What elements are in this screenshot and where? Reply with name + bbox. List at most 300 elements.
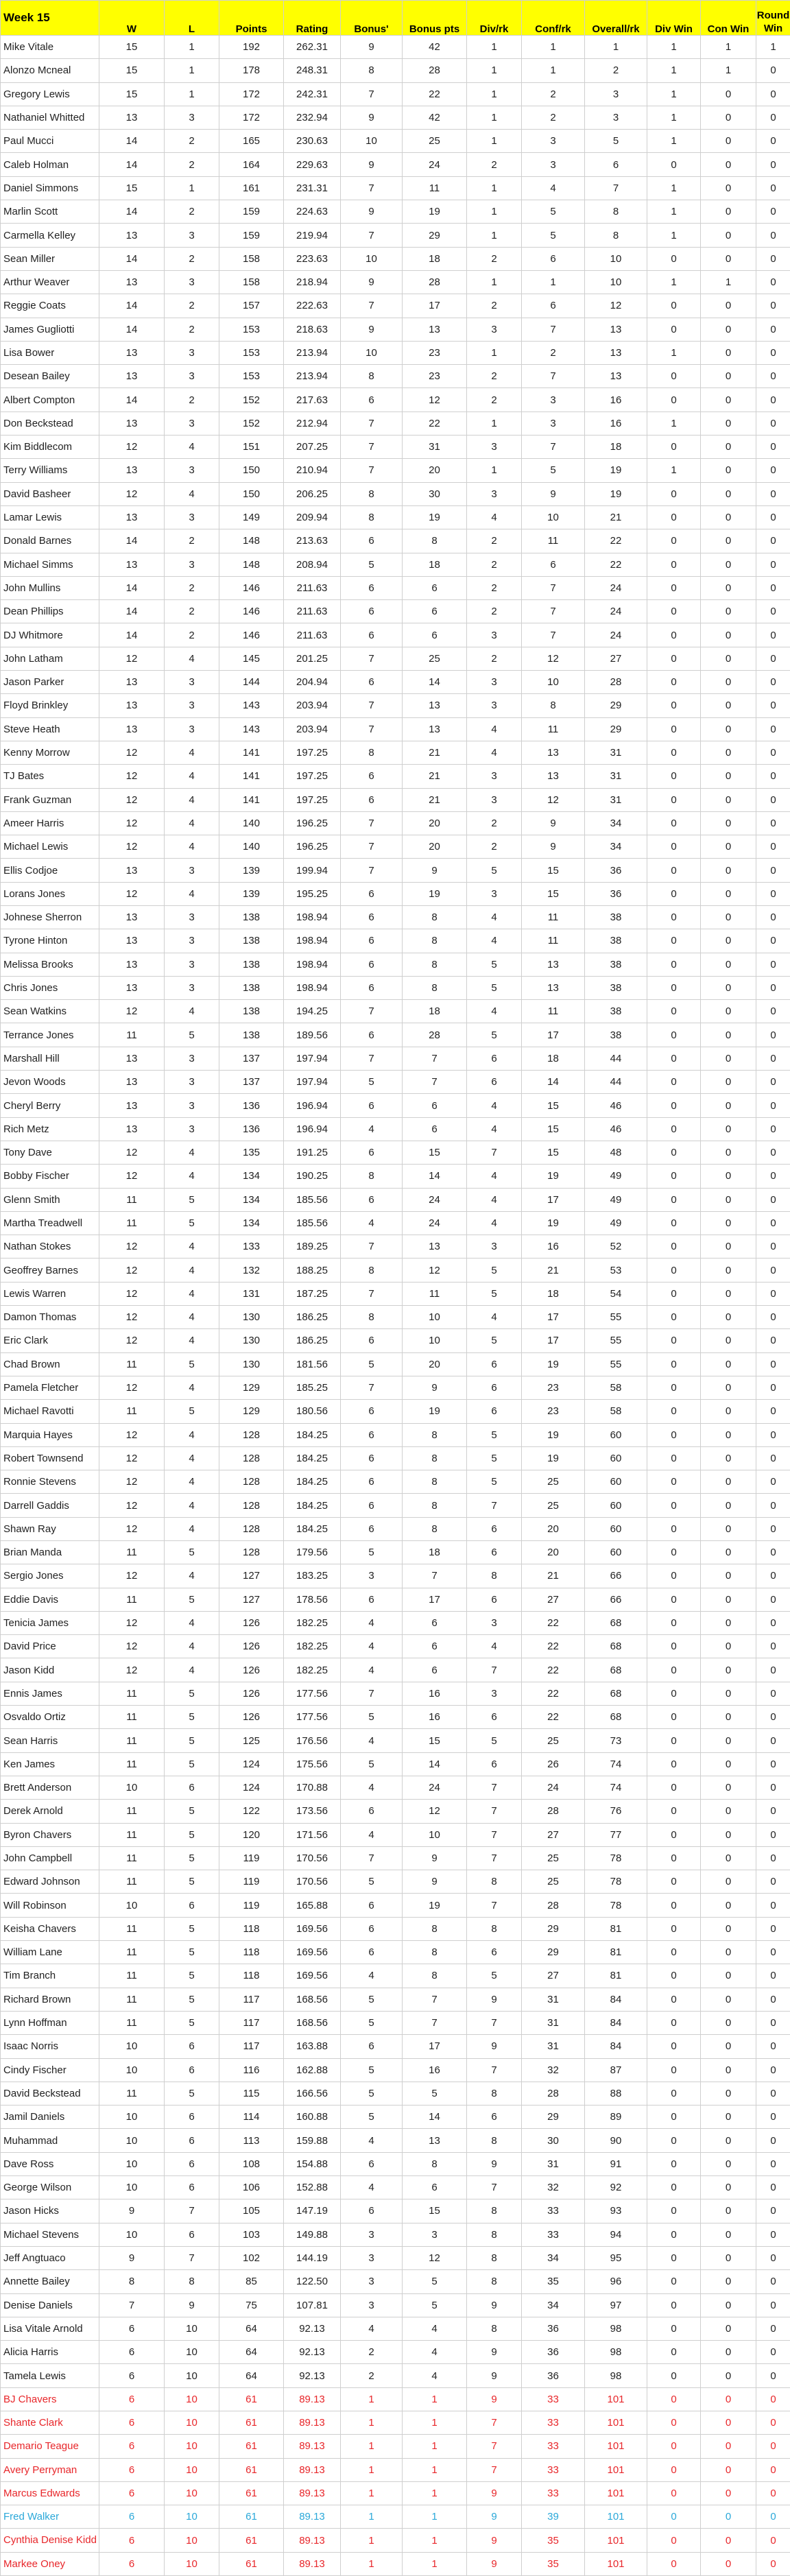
cell-div-rank: 4 bbox=[467, 905, 522, 929]
cell-div-win: 0 bbox=[647, 765, 701, 788]
cell-wins: 12 bbox=[99, 1658, 165, 1682]
cell-con-win: 1 bbox=[701, 59, 756, 82]
cell-round-win: 0 bbox=[756, 671, 790, 694]
cell-con-win: 0 bbox=[701, 1071, 756, 1094]
cell-con-win: 0 bbox=[701, 623, 756, 647]
cell-name: Lamar Lewis bbox=[1, 505, 99, 529]
cell-losses: 2 bbox=[165, 388, 219, 412]
header-con-win: Con Win bbox=[701, 1, 756, 36]
cell-round-win: 0 bbox=[756, 859, 790, 882]
cell-bonus-pts: 10 bbox=[403, 1823, 467, 1846]
cell-bonus: 7 bbox=[341, 1000, 403, 1023]
cell-bonus-pts: 23 bbox=[403, 365, 467, 388]
cell-losses: 3 bbox=[165, 553, 219, 576]
cell-div-rank: 1 bbox=[467, 412, 522, 435]
cell-div-win: 0 bbox=[647, 1611, 701, 1634]
cell-losses: 4 bbox=[165, 1470, 219, 1494]
cell-name: Ennis James bbox=[1, 1682, 99, 1705]
cell-round-win: 0 bbox=[756, 388, 790, 412]
cell-bonus: 6 bbox=[341, 905, 403, 929]
cell-losses: 3 bbox=[165, 224, 219, 247]
cell-div-rank: 2 bbox=[467, 647, 522, 670]
cell-wins: 13 bbox=[99, 694, 165, 717]
cell-overall-rank: 18 bbox=[585, 436, 647, 459]
cell-bonus: 6 bbox=[341, 953, 403, 976]
cell-points: 105 bbox=[219, 2199, 284, 2223]
cell-con-win: 0 bbox=[701, 2481, 756, 2505]
cell-con-win: 0 bbox=[701, 2270, 756, 2293]
table-row bbox=[1, 1306, 790, 1329]
table-row bbox=[1, 647, 790, 670]
cell-round-win: 0 bbox=[756, 1752, 790, 1776]
cell-bonus: 7 bbox=[341, 859, 403, 882]
table-row bbox=[1, 529, 790, 553]
cell-div-rank: 5 bbox=[467, 1259, 522, 1282]
cell-overall-rank: 98 bbox=[585, 2364, 647, 2387]
cell-name: Marcus Edwards bbox=[1, 2481, 99, 2505]
cell-div-win: 0 bbox=[647, 318, 701, 341]
cell-points: 135 bbox=[219, 1141, 284, 1164]
cell-div-win: 0 bbox=[647, 2058, 701, 2082]
header-bonus: Bonus' bbox=[341, 1, 403, 36]
cell-conf-rank: 29 bbox=[522, 2106, 585, 2129]
cell-con-win: 0 bbox=[701, 1117, 756, 1141]
cell-wins: 10 bbox=[99, 2223, 165, 2246]
cell-losses: 3 bbox=[165, 929, 219, 953]
cell-losses: 4 bbox=[165, 1141, 219, 1164]
table-row bbox=[1, 224, 790, 247]
cell-losses: 10 bbox=[165, 2387, 219, 2411]
cell-points: 61 bbox=[219, 2529, 284, 2552]
cell-round-win: 0 bbox=[756, 82, 790, 106]
cell-losses: 3 bbox=[165, 1047, 219, 1070]
cell-conf-rank: 31 bbox=[522, 2152, 585, 2175]
cell-bonus-pts: 21 bbox=[403, 741, 467, 764]
cell-con-win: 0 bbox=[701, 2293, 756, 2317]
cell-con-win: 0 bbox=[701, 929, 756, 953]
cell-losses: 4 bbox=[165, 436, 219, 459]
cell-overall-rank: 60 bbox=[585, 1517, 647, 1540]
cell-conf-rank: 15 bbox=[522, 1117, 585, 1141]
table-row bbox=[1, 835, 790, 859]
cell-overall-rank: 101 bbox=[585, 2505, 647, 2529]
table-row bbox=[1, 505, 790, 529]
cell-rating: 184.25 bbox=[284, 1494, 341, 1517]
cell-losses: 3 bbox=[165, 365, 219, 388]
cell-round-win: 0 bbox=[756, 1658, 790, 1682]
cell-div-win: 0 bbox=[647, 2199, 701, 2223]
cell-con-win: 0 bbox=[701, 741, 756, 764]
cell-div-win: 0 bbox=[647, 1541, 701, 1564]
cell-conf-rank: 10 bbox=[522, 505, 585, 529]
cell-name: Lewis Warren bbox=[1, 1282, 99, 1305]
cell-points: 118 bbox=[219, 1964, 284, 1988]
cell-overall-rank: 49 bbox=[585, 1211, 647, 1235]
cell-rating: 213.94 bbox=[284, 341, 341, 364]
cell-points: 116 bbox=[219, 2058, 284, 2082]
cell-div-win: 0 bbox=[647, 2435, 701, 2458]
cell-wins: 8 bbox=[99, 2270, 165, 2293]
cell-round-win: 0 bbox=[756, 365, 790, 388]
cell-name: Osvaldo Ortiz bbox=[1, 1706, 99, 1729]
cell-points: 137 bbox=[219, 1071, 284, 1094]
cell-bonus: 6 bbox=[341, 2035, 403, 2058]
cell-div-win: 0 bbox=[647, 1917, 701, 1940]
cell-points: 161 bbox=[219, 176, 284, 200]
cell-round-win: 0 bbox=[756, 765, 790, 788]
cell-round-win: 0 bbox=[756, 553, 790, 576]
table-row bbox=[1, 1658, 790, 1682]
cell-losses: 6 bbox=[165, 2176, 219, 2199]
cell-name: Fred Walker bbox=[1, 2505, 99, 2529]
table-row bbox=[1, 1188, 790, 1211]
table-row bbox=[1, 1964, 790, 1988]
table-row bbox=[1, 623, 790, 647]
cell-round-win: 0 bbox=[756, 835, 790, 859]
cell-conf-rank: 22 bbox=[522, 1611, 585, 1634]
cell-round-win: 0 bbox=[756, 788, 790, 811]
cell-rating: 219.94 bbox=[284, 224, 341, 247]
cell-wins: 12 bbox=[99, 1517, 165, 1540]
cell-overall-rank: 93 bbox=[585, 2199, 647, 2223]
cell-con-win: 0 bbox=[701, 2106, 756, 2129]
cell-bonus-pts: 1 bbox=[403, 2458, 467, 2481]
cell-name: Markee Oney bbox=[1, 2552, 99, 2575]
cell-overall-rank: 36 bbox=[585, 882, 647, 905]
cell-losses: 2 bbox=[165, 247, 219, 270]
cell-bonus-pts: 30 bbox=[403, 482, 467, 505]
cell-points: 122 bbox=[219, 1800, 284, 1823]
table-row bbox=[1, 553, 790, 576]
cell-con-win: 0 bbox=[701, 365, 756, 388]
cell-rating: 242.31 bbox=[284, 82, 341, 106]
cell-con-win: 0 bbox=[701, 1470, 756, 1494]
cell-name: Reggie Coats bbox=[1, 294, 99, 318]
cell-round-win: 0 bbox=[756, 318, 790, 341]
cell-points: 129 bbox=[219, 1376, 284, 1399]
table-row bbox=[1, 2411, 790, 2434]
cell-wins: 7 bbox=[99, 2293, 165, 2317]
cell-div-win: 0 bbox=[647, 1635, 701, 1658]
cell-wins: 12 bbox=[99, 1329, 165, 1352]
table-row bbox=[1, 2246, 790, 2269]
cell-points: 151 bbox=[219, 436, 284, 459]
cell-name: Gregory Lewis bbox=[1, 82, 99, 106]
cell-losses: 5 bbox=[165, 1352, 219, 1376]
cell-con-win: 0 bbox=[701, 106, 756, 129]
cell-overall-rank: 101 bbox=[585, 2552, 647, 2575]
cell-div-rank: 9 bbox=[467, 2341, 522, 2364]
cell-bonus-pts: 13 bbox=[403, 318, 467, 341]
cell-bonus-pts: 14 bbox=[403, 2106, 467, 2129]
cell-bonus: 3 bbox=[341, 2270, 403, 2293]
cell-conf-rank: 17 bbox=[522, 1329, 585, 1352]
cell-con-win: 0 bbox=[701, 976, 756, 999]
cell-round-win: 0 bbox=[756, 270, 790, 294]
cell-bonus: 7 bbox=[341, 1682, 403, 1705]
cell-div-win: 0 bbox=[647, 1023, 701, 1047]
cell-round-win: 0 bbox=[756, 1047, 790, 1070]
cell-div-win: 0 bbox=[647, 1658, 701, 1682]
cell-con-win: 0 bbox=[701, 318, 756, 341]
cell-name: Terrance Jones bbox=[1, 1023, 99, 1047]
cell-bonus-pts: 6 bbox=[403, 623, 467, 647]
cell-name: Jason Kidd bbox=[1, 1658, 99, 1682]
cell-rating: 89.13 bbox=[284, 2481, 341, 2505]
cell-conf-rank: 7 bbox=[522, 365, 585, 388]
cell-con-win: 0 bbox=[701, 2035, 756, 2058]
cell-conf-rank: 25 bbox=[522, 1470, 585, 1494]
cell-name: Floyd Brinkley bbox=[1, 694, 99, 717]
cell-bonus-pts: 29 bbox=[403, 224, 467, 247]
cell-bonus: 5 bbox=[341, 1071, 403, 1094]
cell-bonus-pts: 15 bbox=[403, 2199, 467, 2223]
cell-overall-rank: 21 bbox=[585, 505, 647, 529]
cell-overall-rank: 78 bbox=[585, 1894, 647, 1917]
cell-losses: 5 bbox=[165, 1800, 219, 1823]
cell-overall-rank: 101 bbox=[585, 2458, 647, 2481]
cell-bonus: 3 bbox=[341, 1564, 403, 1588]
table-row bbox=[1, 1941, 790, 1964]
cell-div-win: 1 bbox=[647, 176, 701, 200]
cell-div-win: 0 bbox=[647, 2411, 701, 2434]
cell-wins: 10 bbox=[99, 1776, 165, 1799]
table-row bbox=[1, 106, 790, 129]
cell-con-win: 0 bbox=[701, 717, 756, 741]
cell-div-rank: 9 bbox=[467, 2152, 522, 2175]
cell-con-win: 0 bbox=[701, 436, 756, 459]
cell-div-win: 0 bbox=[647, 953, 701, 976]
cell-overall-rank: 3 bbox=[585, 106, 647, 129]
cell-con-win: 0 bbox=[701, 765, 756, 788]
cell-rating: 186.25 bbox=[284, 1329, 341, 1352]
cell-points: 124 bbox=[219, 1752, 284, 1776]
cell-round-win: 0 bbox=[756, 1117, 790, 1141]
cell-con-win: 0 bbox=[701, 1894, 756, 1917]
cell-rating: 223.63 bbox=[284, 247, 341, 270]
header-bonus-pts: Bonus pts bbox=[403, 1, 467, 36]
cell-points: 128 bbox=[219, 1470, 284, 1494]
cell-rating: 170.56 bbox=[284, 1846, 341, 1870]
cell-bonus: 7 bbox=[341, 1047, 403, 1070]
cell-con-win: 0 bbox=[701, 2223, 756, 2246]
cell-wins: 11 bbox=[99, 1729, 165, 1752]
cell-bonus: 7 bbox=[341, 1376, 403, 1399]
cell-wins: 12 bbox=[99, 1494, 165, 1517]
cell-bonus: 4 bbox=[341, 1635, 403, 1658]
cell-div-rank: 2 bbox=[467, 811, 522, 835]
cell-div-win: 0 bbox=[647, 153, 701, 176]
cell-bonus-pts: 31 bbox=[403, 436, 467, 459]
cell-name: Shante Clark bbox=[1, 2411, 99, 2434]
table-row bbox=[1, 2129, 790, 2152]
cell-bonus-pts: 1 bbox=[403, 2529, 467, 2552]
cell-bonus-pts: 1 bbox=[403, 2505, 467, 2529]
cell-overall-rank: 38 bbox=[585, 905, 647, 929]
cell-con-win: 0 bbox=[701, 1094, 756, 1117]
cell-bonus-pts: 4 bbox=[403, 2317, 467, 2340]
cell-div-win: 0 bbox=[647, 2011, 701, 2034]
cell-overall-rank: 2 bbox=[585, 59, 647, 82]
cell-wins: 13 bbox=[99, 859, 165, 882]
cell-conf-rank: 14 bbox=[522, 1071, 585, 1094]
cell-bonus: 6 bbox=[341, 882, 403, 905]
cell-bonus-pts: 25 bbox=[403, 647, 467, 670]
cell-wins: 12 bbox=[99, 482, 165, 505]
cell-round-win: 0 bbox=[756, 200, 790, 224]
cell-con-win: 0 bbox=[701, 859, 756, 882]
cell-points: 126 bbox=[219, 1611, 284, 1634]
table-row bbox=[1, 436, 790, 459]
cell-con-win: 0 bbox=[701, 2317, 756, 2340]
cell-conf-rank: 31 bbox=[522, 2035, 585, 2058]
table-row bbox=[1, 2364, 790, 2387]
cell-wins: 11 bbox=[99, 1846, 165, 1870]
cell-wins: 13 bbox=[99, 905, 165, 929]
cell-losses: 2 bbox=[165, 318, 219, 341]
cell-overall-rank: 94 bbox=[585, 2223, 647, 2246]
cell-round-win: 0 bbox=[756, 1729, 790, 1752]
cell-overall-rank: 92 bbox=[585, 2176, 647, 2199]
cell-conf-rank: 9 bbox=[522, 811, 585, 835]
cell-overall-rank: 68 bbox=[585, 1658, 647, 1682]
cell-rating: 222.63 bbox=[284, 294, 341, 318]
cell-losses: 10 bbox=[165, 2529, 219, 2552]
cell-overall-rank: 55 bbox=[585, 1306, 647, 1329]
cell-conf-rank: 35 bbox=[522, 2270, 585, 2293]
table-row bbox=[1, 1400, 790, 1423]
cell-name: Paul Mucci bbox=[1, 130, 99, 153]
cell-div-rank: 8 bbox=[467, 1917, 522, 1940]
cell-div-rank: 6 bbox=[467, 1706, 522, 1729]
cell-points: 141 bbox=[219, 741, 284, 764]
cell-div-rank: 7 bbox=[467, 2458, 522, 2481]
cell-conf-rank: 19 bbox=[522, 1423, 585, 1446]
table-row bbox=[1, 811, 790, 835]
cell-losses: 4 bbox=[165, 1635, 219, 1658]
cell-div-win: 0 bbox=[647, 1165, 701, 1188]
cell-round-win: 0 bbox=[756, 529, 790, 553]
cell-points: 158 bbox=[219, 247, 284, 270]
cell-conf-rank: 10 bbox=[522, 671, 585, 694]
cell-conf-rank: 36 bbox=[522, 2364, 585, 2387]
cell-points: 138 bbox=[219, 976, 284, 999]
cell-overall-rank: 58 bbox=[585, 1400, 647, 1423]
cell-overall-rank: 77 bbox=[585, 1823, 647, 1846]
cell-bonus-pts: 6 bbox=[403, 1611, 467, 1634]
table-row bbox=[1, 388, 790, 412]
cell-bonus-pts: 8 bbox=[403, 1423, 467, 1446]
cell-round-win: 0 bbox=[756, 2481, 790, 2505]
table-row bbox=[1, 130, 790, 153]
cell-div-win: 0 bbox=[647, 694, 701, 717]
cell-wins: 6 bbox=[99, 2529, 165, 2552]
cell-bonus-pts: 7 bbox=[403, 2011, 467, 2034]
cell-bonus-pts: 9 bbox=[403, 1376, 467, 1399]
cell-rating: 165.88 bbox=[284, 1894, 341, 1917]
cell-overall-rank: 81 bbox=[585, 1964, 647, 1988]
cell-losses: 3 bbox=[165, 505, 219, 529]
cell-overall-rank: 12 bbox=[585, 294, 647, 318]
cell-name: Jamil Daniels bbox=[1, 2106, 99, 2129]
cell-points: 152 bbox=[219, 412, 284, 435]
cell-rating: 207.25 bbox=[284, 436, 341, 459]
cell-bonus: 6 bbox=[341, 788, 403, 811]
cell-bonus-pts: 20 bbox=[403, 811, 467, 835]
cell-bonus-pts: 21 bbox=[403, 788, 467, 811]
table-row bbox=[1, 717, 790, 741]
cell-bonus: 5 bbox=[341, 553, 403, 576]
cell-wins: 12 bbox=[99, 1259, 165, 1282]
cell-losses: 3 bbox=[165, 1094, 219, 1117]
cell-div-rank: 9 bbox=[467, 2035, 522, 2058]
cell-div-rank: 7 bbox=[467, 1776, 522, 1799]
cell-con-win: 0 bbox=[701, 2458, 756, 2481]
cell-round-win: 0 bbox=[756, 2199, 790, 2223]
cell-bonus: 8 bbox=[341, 1165, 403, 1188]
cell-div-win: 0 bbox=[647, 2552, 701, 2575]
cell-losses: 2 bbox=[165, 200, 219, 224]
cell-div-rank: 1 bbox=[467, 36, 522, 59]
cell-conf-rank: 11 bbox=[522, 529, 585, 553]
cell-con-win: 0 bbox=[701, 2505, 756, 2529]
cell-name: Ellis Codjoe bbox=[1, 859, 99, 882]
cell-points: 145 bbox=[219, 647, 284, 670]
cell-wins: 15 bbox=[99, 176, 165, 200]
cell-con-win: 0 bbox=[701, 294, 756, 318]
cell-points: 137 bbox=[219, 1047, 284, 1070]
cell-div-win: 0 bbox=[647, 1800, 701, 1823]
cell-div-win: 0 bbox=[647, 1282, 701, 1305]
table-row bbox=[1, 1094, 790, 1117]
cell-wins: 11 bbox=[99, 1964, 165, 1988]
cell-div-rank: 4 bbox=[467, 1188, 522, 1211]
cell-losses: 3 bbox=[165, 412, 219, 435]
cell-losses: 5 bbox=[165, 1400, 219, 1423]
cell-points: 106 bbox=[219, 2176, 284, 2199]
cell-div-rank: 7 bbox=[467, 1658, 522, 1682]
cell-wins: 14 bbox=[99, 318, 165, 341]
cell-points: 119 bbox=[219, 1870, 284, 1894]
cell-name: John Campbell bbox=[1, 1846, 99, 1870]
cell-overall-rank: 101 bbox=[585, 2435, 647, 2458]
cell-round-win: 0 bbox=[756, 623, 790, 647]
cell-bonus: 7 bbox=[341, 294, 403, 318]
cell-losses: 5 bbox=[165, 1588, 219, 1611]
cell-conf-rank: 31 bbox=[522, 1988, 585, 2011]
cell-overall-rank: 16 bbox=[585, 388, 647, 412]
cell-losses: 4 bbox=[165, 1517, 219, 1540]
cell-rating: 89.13 bbox=[284, 2505, 341, 2529]
cell-conf-rank: 11 bbox=[522, 905, 585, 929]
cell-conf-rank: 27 bbox=[522, 1823, 585, 1846]
cell-rating: 197.94 bbox=[284, 1047, 341, 1070]
cell-div-rank: 1 bbox=[467, 82, 522, 106]
cell-losses: 4 bbox=[165, 1494, 219, 1517]
cell-conf-rank: 13 bbox=[522, 765, 585, 788]
cell-div-rank: 6 bbox=[467, 1047, 522, 1070]
cell-bonus: 6 bbox=[341, 765, 403, 788]
cell-round-win: 0 bbox=[756, 1329, 790, 1352]
cell-round-win: 0 bbox=[756, 1870, 790, 1894]
cell-name: Shawn Ray bbox=[1, 1517, 99, 1540]
cell-conf-rank: 39 bbox=[522, 2505, 585, 2529]
cell-bonus-pts: 16 bbox=[403, 1682, 467, 1705]
cell-rating: 162.88 bbox=[284, 2058, 341, 2082]
cell-con-win: 0 bbox=[701, 2552, 756, 2575]
cell-div-rank: 3 bbox=[467, 623, 522, 647]
cell-div-win: 0 bbox=[647, 2364, 701, 2387]
